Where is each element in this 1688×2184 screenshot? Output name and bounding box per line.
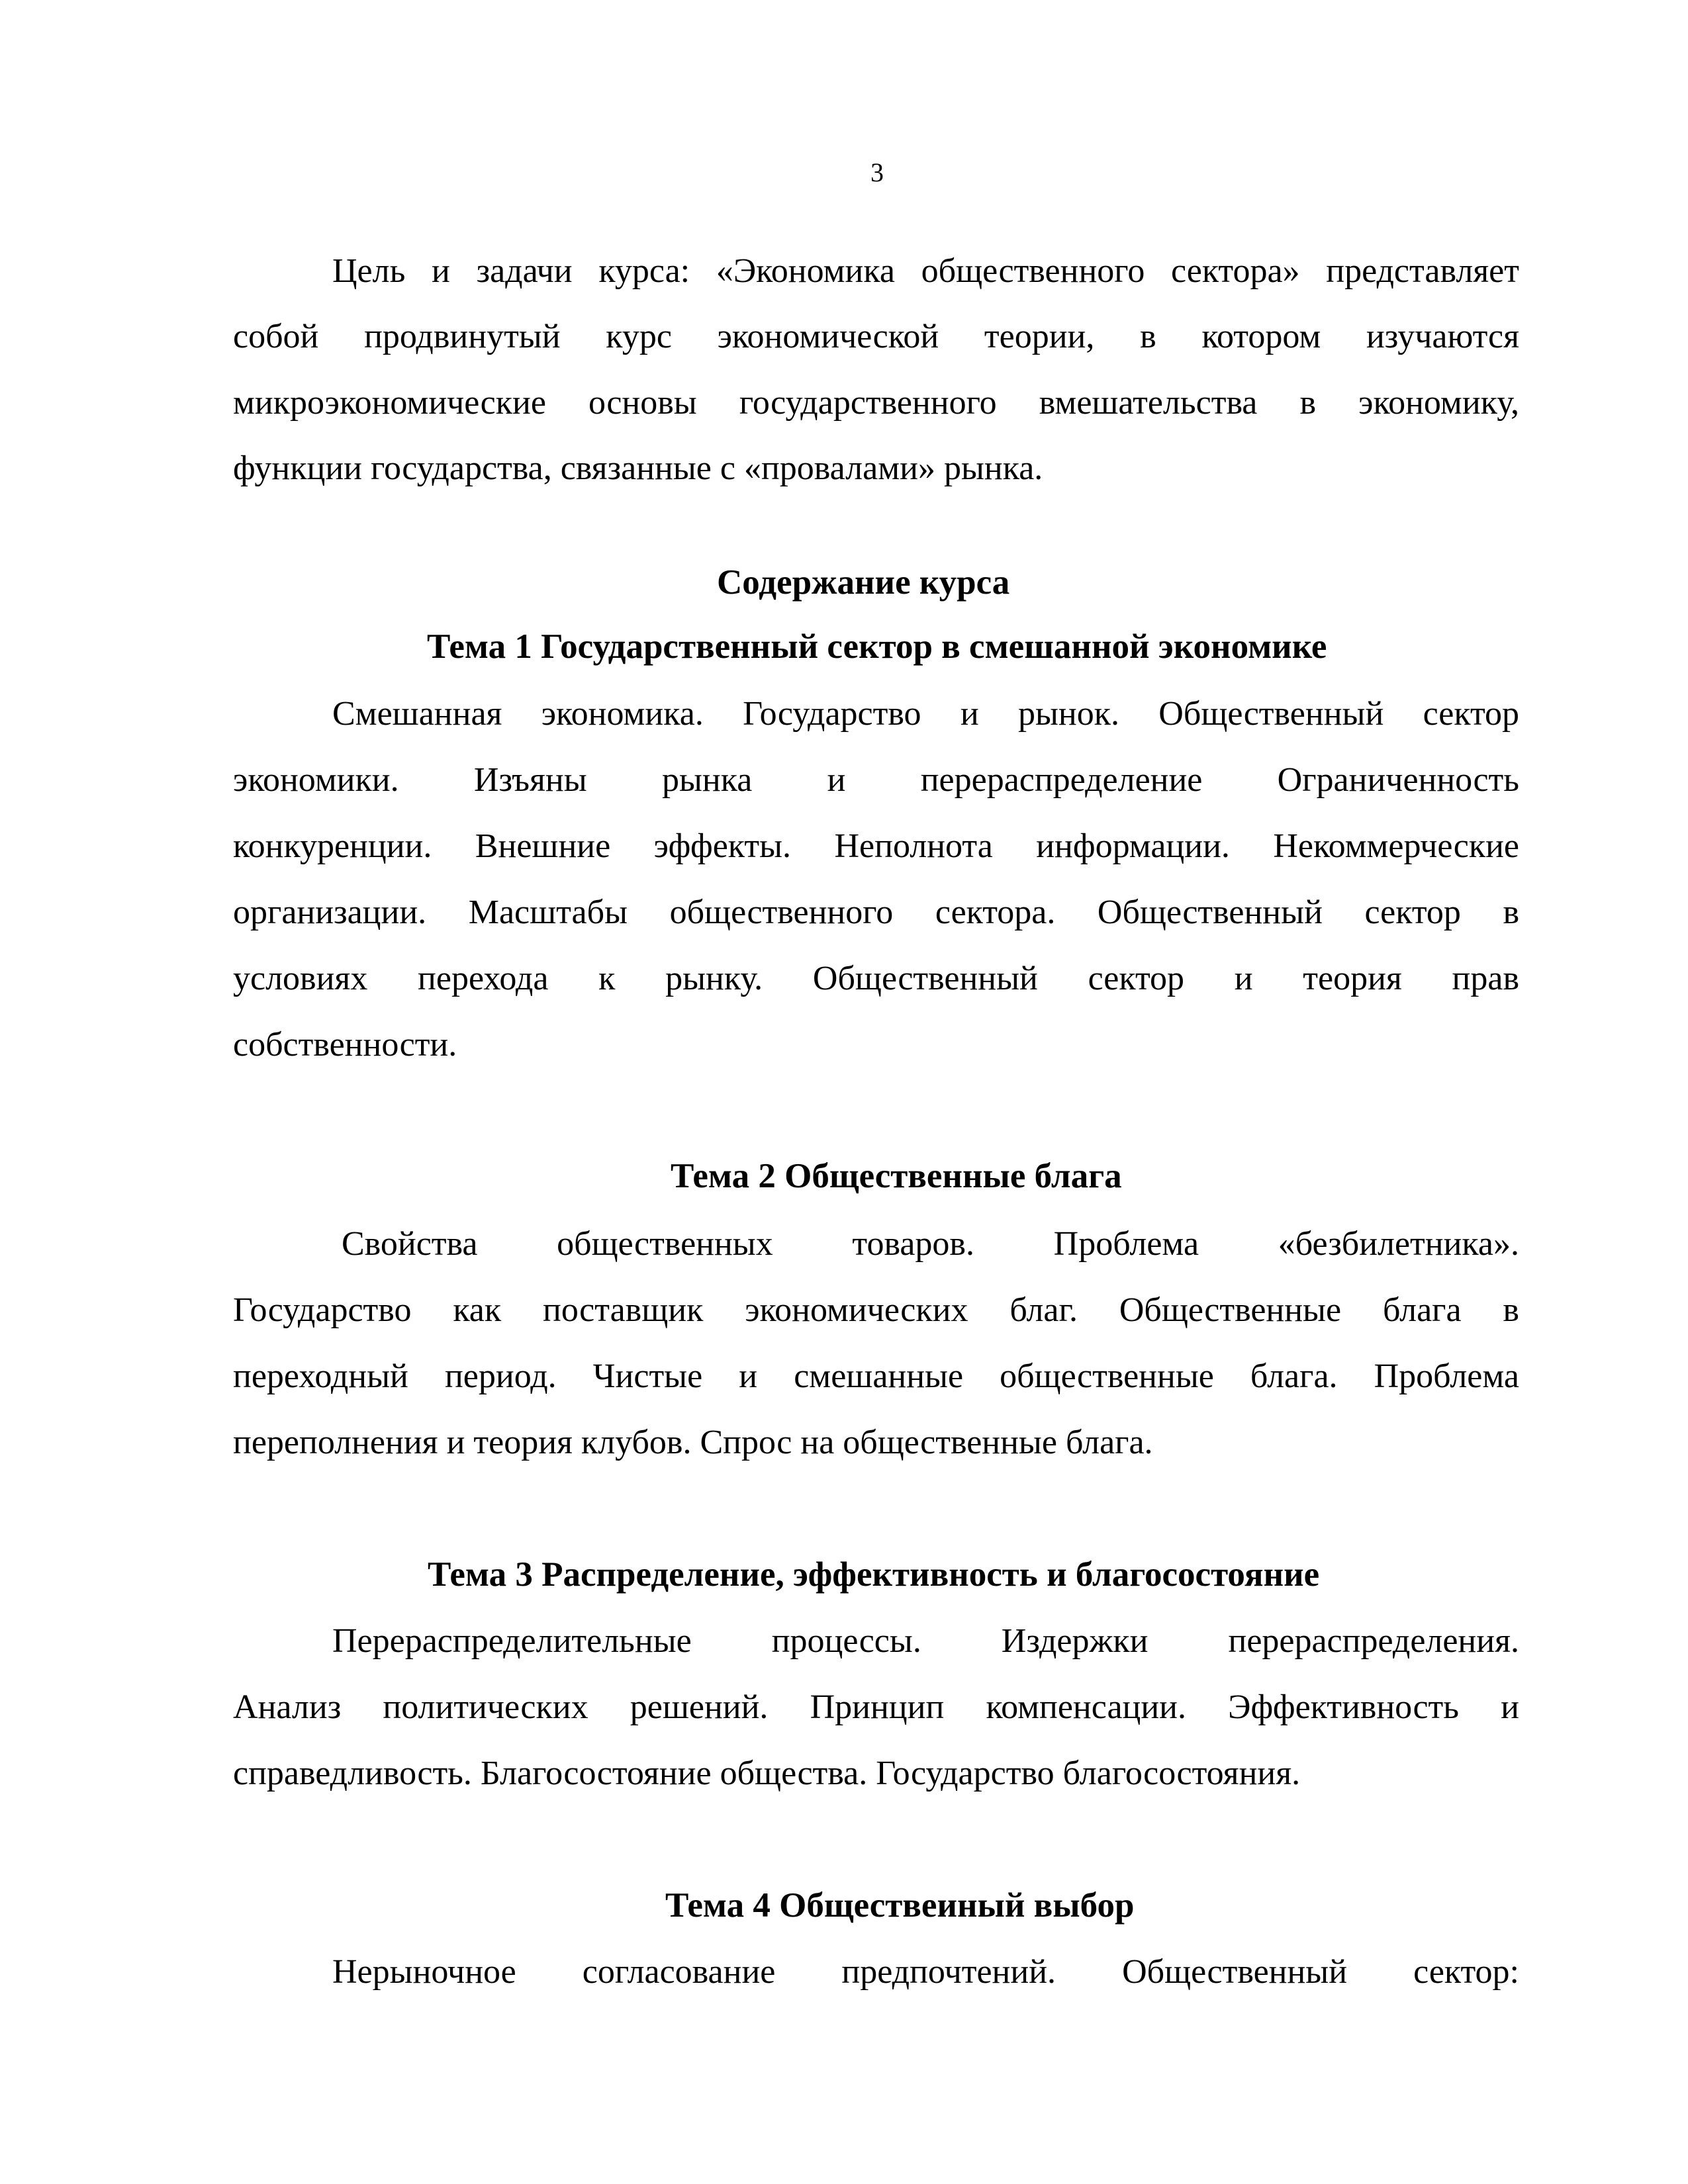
topic-3-title: Тема 3 Распределение, эффективность и благосостояние — [428, 1555, 1320, 1594]
topic-1-line: условиях перехода к рынку. Общественный сектор и теория прав — [233, 960, 1519, 997]
topic-4-line: Нерыночное согласование предпочтений. Общественный сектор: — [332, 1953, 1519, 1991]
topic-3-line: справедливость. Благосостояние общества. Государство благосостояния. — [233, 1754, 1301, 1792]
topic-2-line: переполнения и теория клубов. Спрос на общественные блага. — [233, 1424, 1153, 1461]
topic-3-line: Анализ политических решений. Принцип компенсации. Эффективность и — [233, 1688, 1519, 1726]
intro-line-2: собой продвинутый курс экономической теории, в котором изучаются — [233, 318, 1519, 355]
topic-1-line: конкуренции. Внешние эффекты. Неполнота информации. Некоммерческие — [233, 827, 1519, 865]
topic-1-line: организации. Масштабы общественного сектора. Общественный сектор в — [233, 893, 1519, 931]
topic-3-line: Перераспределительные процессы. Издержки перераспределения. — [332, 1622, 1519, 1660]
topic-1-line: Смешанная экономика. Государство и рынок. Общественный сектор — [332, 695, 1519, 733]
topic-2-line: переходный период. Чистые и смешанные общественные блага. Проблема — [233, 1357, 1519, 1395]
topic-2-line: Государство как поставщик экономических благ. Общественные блага в — [233, 1291, 1519, 1329]
intro-line-3: микроэкономические основы государственного вмешательства в экономику, — [233, 384, 1519, 422]
topic-2-title: Тема 2 Общественные блага — [671, 1157, 1122, 1195]
topic-1-title: Тема 1 Государственный сектор в смешанной экономике — [427, 627, 1327, 666]
topic-4-title: Тема 4 Обществеиный выбор — [665, 1886, 1135, 1925]
topic-2-line: Свойства общественных товаров. Проблема «безбилетника». — [342, 1225, 1519, 1263]
page-number: 3 — [870, 158, 884, 187]
intro-line-1: Цель и задачи курса: «Экономика общественного сектора» представляет — [332, 252, 1519, 290]
intro-line-4: функции государства, связанные с «провалами» рынка. — [233, 449, 1043, 487]
contents-title: Содержание курса — [717, 563, 1010, 602]
topic-1-line: экономики. Изъяны рынка и перераспределение Ограниченность — [233, 761, 1519, 799]
topic-1-line: собственности. — [233, 1026, 457, 1064]
